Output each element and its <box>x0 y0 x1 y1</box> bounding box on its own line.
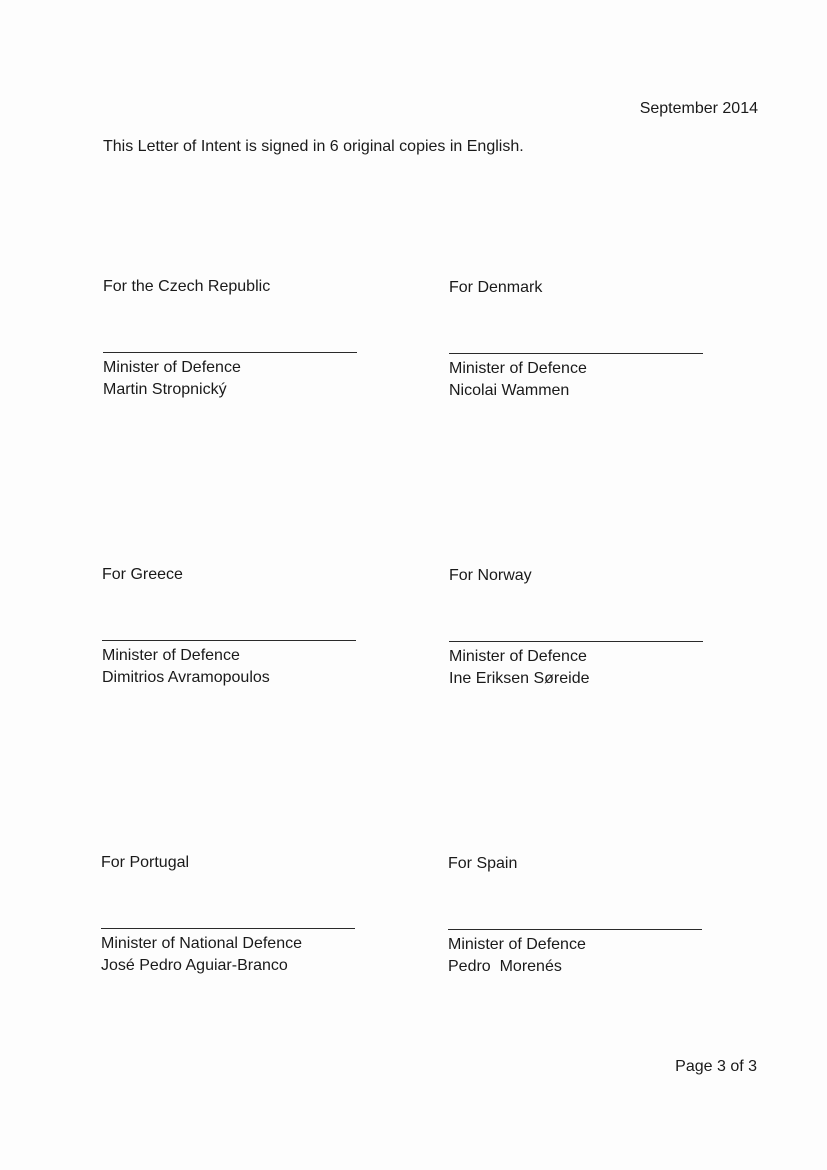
signatory-name: Martin Stropnický <box>103 381 227 398</box>
signatory-role: Minister of Defence <box>103 359 241 376</box>
signatory-country: For Greece <box>102 566 183 583</box>
signatory-role: Minister of Defence <box>448 936 586 953</box>
signatory-country: For the Czech Republic <box>103 278 271 295</box>
signatory-role: Minister of National Defence <box>101 935 302 952</box>
signatory-name: Nicolai Wammen <box>449 382 570 399</box>
signature-line <box>449 353 703 354</box>
signatory-name: Pedro Morenés <box>448 958 562 975</box>
signatory-name: José Pedro Aguiar-Branco <box>101 957 288 974</box>
signature-line <box>101 928 355 929</box>
signature-line <box>448 929 702 930</box>
intro-statement: This Letter of Intent is signed in 6 original copies in English. <box>103 138 524 155</box>
document-date: September 2014 <box>639 100 758 117</box>
signatory-country: For Portugal <box>101 854 190 871</box>
signatory-name: Ine Eriksen Søreide <box>449 670 590 687</box>
signatory-name: Dimitrios Avramopoulos <box>102 669 270 686</box>
signatory-country: For Spain <box>448 855 518 872</box>
signatory-role: Minister of Defence <box>449 648 587 665</box>
signatory-country: For Denmark <box>449 279 543 296</box>
signatory-role: Minister of Defence <box>102 647 240 664</box>
signature-line <box>102 640 356 641</box>
signatory-role: Minister of Defence <box>449 360 587 377</box>
signature-line <box>103 352 357 353</box>
signatory-country: For Norway <box>449 567 532 584</box>
page-number: Page 3 of 3 <box>675 1058 757 1075</box>
signature-line <box>449 641 703 642</box>
